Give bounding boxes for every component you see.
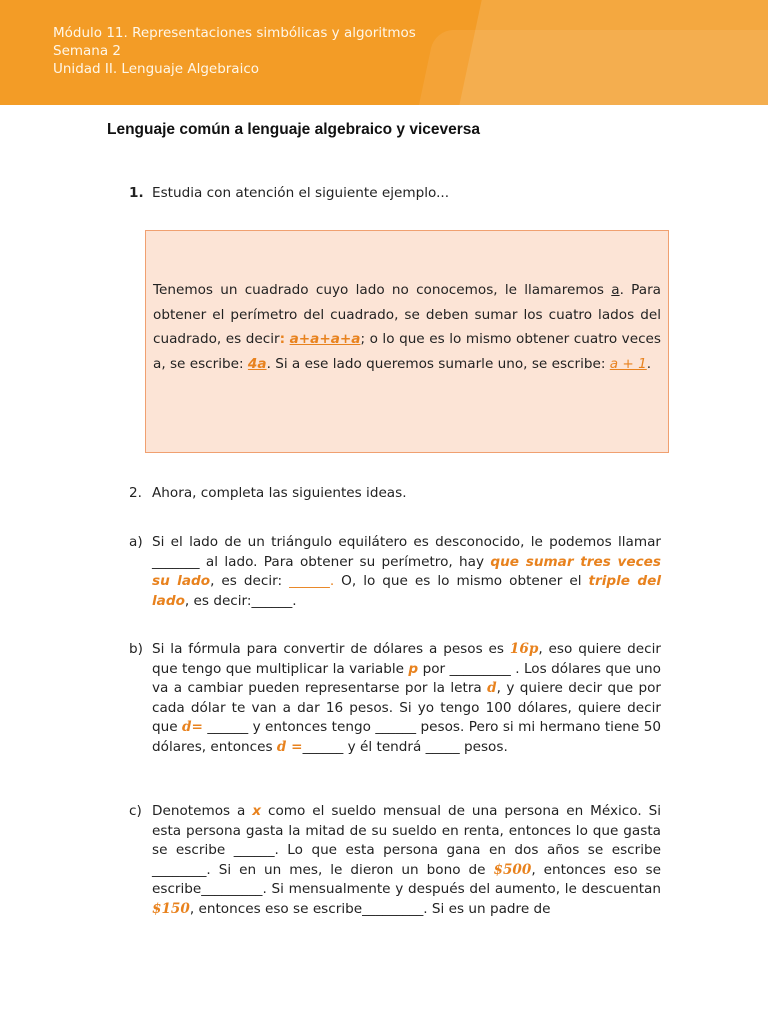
part-b-h2: p <box>408 660 419 677</box>
part-a-t4: , es decir:______. <box>184 592 297 609</box>
example-four-a: 4a <box>247 356 267 373</box>
example-t1: Tenemos un cuadrado cuyo lado no conocemos, le llamaremos <box>153 282 612 298</box>
part-b-t1: Si la fórmula para convertir de dólares a pesos es <box>152 641 510 657</box>
part-c-t2: como el sueldo mensual de una persona en México. Si esta persona gasta la mitad de su sueldo en renta, entonces lo que gasta se escribe ______. Lo que esta persona gana en dos años se escribe ________. Si en un mes, le dieron un bono de <box>152 803 661 878</box>
example-t5: . <box>646 356 652 373</box>
example-colon: : <box>279 331 286 348</box>
part-a-text <box>152 533 661 611</box>
page-title: Lenguaje común a lenguaje algebraico y viceversa <box>107 121 481 138</box>
part-c-t3: , entonces eso se escribe_________. Si mensualmente y después del aumento, le descuentan <box>152 861 661 897</box>
part-b-text <box>152 640 661 757</box>
part-c-t1: Denotemos a <box>152 803 253 819</box>
part-c-h1: x <box>252 803 262 819</box>
part-b-t6: ______ y él tendrá _____ pesos. <box>302 738 508 755</box>
example-t2: . Para obtener el perímetro del cuadrado, se deben sumar los cuatro lados del cuadrado, es decir <box>153 282 662 348</box>
part-a-t3: O, lo que es lo mismo obtener el <box>334 573 589 589</box>
item-2-number: 2. <box>129 485 142 501</box>
example-box <box>145 230 669 453</box>
part-a-t2: , es decir: <box>210 573 290 589</box>
page-header <box>0 0 768 105</box>
item-2-text: Ahora, completa las siguientes ideas. <box>152 485 407 501</box>
example-a-plus-1: a + 1 <box>609 356 647 373</box>
example-var-a: a <box>611 282 620 298</box>
part-b-h1: 16p <box>509 641 539 657</box>
part-b-t2: , eso quiere decir que tengo que multiplicar la variable <box>152 641 661 677</box>
part-c-label: c) <box>129 803 142 819</box>
example-sum: a+a+a+a <box>289 331 361 348</box>
part-b-h3: d <box>487 680 497 696</box>
example-t3: ; o lo que es lo mismo obtener cuatro veces a, se escribe: <box>153 331 661 373</box>
part-a-label: a) <box>129 534 143 550</box>
part-b-t3: por _________ . Los dólares que uno va a cambiar pueden representarse por la letra <box>152 660 661 696</box>
part-a-h1: que sumar tres veces su lado <box>152 553 661 589</box>
header-unit: Unidad II. Lenguaje Algebraico <box>53 61 260 77</box>
example-text <box>153 278 661 377</box>
part-b-label: b) <box>129 641 143 657</box>
example-t4: . Si a ese lado queremos sumarle uno, se escribe: <box>266 356 610 373</box>
part-c-h2: $500 <box>493 861 532 878</box>
part-c-h3: $150 <box>152 900 190 917</box>
header-week: Semana 2 <box>53 43 122 59</box>
header-decoration-2 <box>405 30 768 105</box>
item-1-number: 1. <box>129 185 144 201</box>
header-text <box>53 24 416 78</box>
item-1-text: Estudia con atención el siguiente ejemplo... <box>152 185 450 201</box>
part-b-h4: d= <box>182 719 203 735</box>
header-module: Módulo 11. Representaciones simbólicas y algoritmos <box>53 25 416 41</box>
part-a-blank1: ______. <box>289 573 335 589</box>
part-a-h2: triple del lado <box>152 573 661 609</box>
part-b-t5: ______ y entonces tengo ______ pesos. Pero si mi hermano tiene 50 dólares, entonces <box>152 719 662 755</box>
part-c-t4: , entonces eso se escribe_________. Si es un padre de <box>189 900 551 917</box>
part-b-t4: , y quiere decir que por cada dólar te van a dar 16 pesos. Si yo tengo 100 dólares, quiere decir que <box>152 680 661 735</box>
part-b-h5: d = <box>276 738 303 755</box>
part-a-t1: Si el lado de un triángulo equilátero es desconocido, le podemos llamar _______ al lado. Para obtener su perímetro, hay <box>152 534 661 570</box>
part-c-text <box>152 802 661 919</box>
